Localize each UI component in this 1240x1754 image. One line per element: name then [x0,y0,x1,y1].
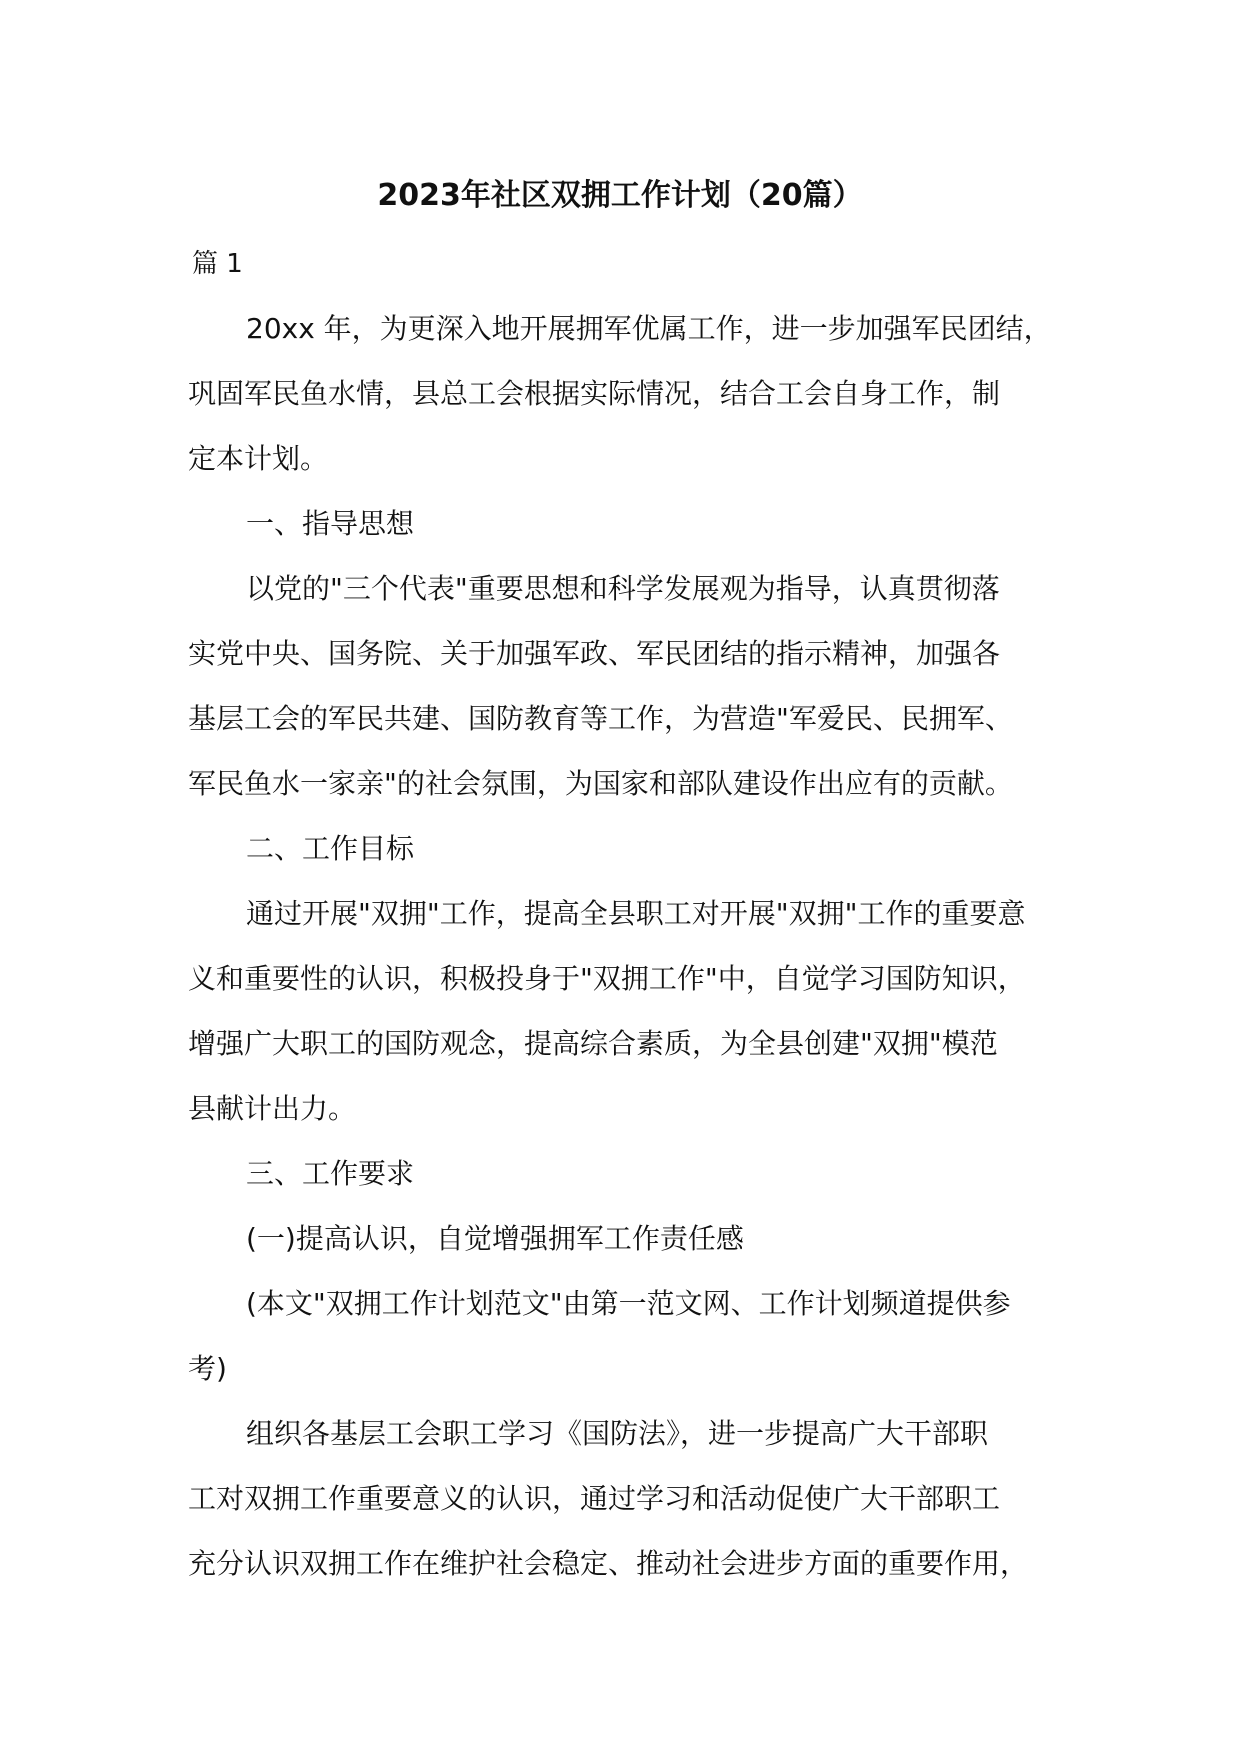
document-body [188,309,1088,1609]
text-line: 军民鱼水一家亲"的社会氛围，为国家和部队建设作出应有的贡献。 [188,767,1013,800]
document-title: 2023年社区双拥工作计划（20篇） [377,178,863,213]
text-line: 定本计划。 [188,442,329,475]
text-line: (一)提高认识，自觉增强拥军工作责任感 [246,1222,744,1255]
text-line: 义和重要性的认识，积极投身于"双拥工作"中，自觉学习国防知识， [188,962,1026,995]
text-line: 工对双拥工作重要意义的认识，通过学习和活动促使广大干部职工 [188,1482,1001,1515]
text-line: 以党的"三个代表"重要思想和科学发展观为指导，认真贯彻落 [246,572,1000,605]
text-line: 基层工会的军民共建、国防教育等工作，为营造"军爱民、民拥军、 [188,702,1013,735]
text-line: (本文"双拥工作计划范文"由第一范文网、工作计划频道提供参 [246,1287,1011,1320]
text-line: 县献计出力。 [188,1092,357,1125]
text-line: 充分认识双拥工作在维护社会稳定、推动社会进步方面的重要作用， [188,1547,1029,1580]
text-line: 一、指导思想 [246,507,415,540]
text-line: 通过开展"双拥"工作，提高全县职工对开展"双拥"工作的重要意 [246,897,1026,930]
text-line: 20xx 年，为更深入地开展拥军优属工作，进一步加强军民团结， [246,312,1052,345]
text-line: 实党中央、国务院、关于加强军政、军民团结的指示精神，加强各 [188,637,1001,670]
text-line: 巩固军民鱼水情，县总工会根据实际情况，结合工会自身工作，制 [188,377,1001,410]
text-line: 二、工作目标 [246,832,415,865]
text-line: 组织各基层工会职工学习《国防法》，进一步提高广大干部职 [246,1417,989,1450]
text-line: 考) [188,1352,227,1385]
text-line: 增强广大职工的国防观念，提高综合素质，为全县创建"双拥"模范 [188,1027,998,1060]
text-line: 三、工作要求 [246,1157,415,1190]
section-label: 篇 1 [192,249,243,279]
